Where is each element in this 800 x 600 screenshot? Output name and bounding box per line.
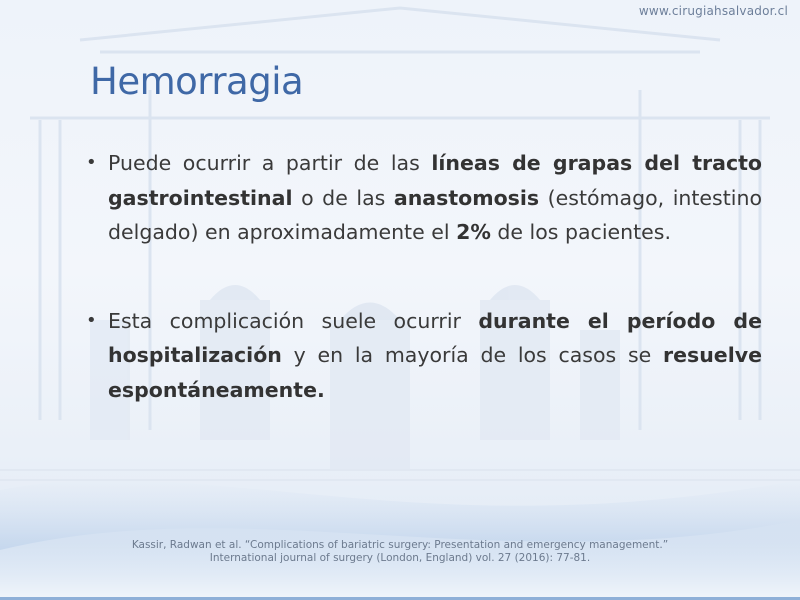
text-run: de los pacientes. [490, 220, 671, 244]
bullet-item [86, 304, 762, 408]
bullet-text [108, 309, 762, 402]
text-run-bold: 2% [456, 220, 491, 244]
text-run: Puede ocurrir a partir de las [108, 151, 432, 175]
text-run-bold: resuelve espontáneamente. [108, 343, 762, 402]
text-run: (estómago, intestino delgado) en aproximadamente el [108, 185, 762, 244]
text-run: Esta complicación suele ocurrir [108, 308, 479, 333]
text-run-bold: líneas de grapas del tracto gastrointestinal [108, 151, 762, 210]
website-url: www.cirugiahsalvador.cl [638, 4, 788, 18]
bullet-dot-icon: • [86, 309, 97, 331]
citation-line: International journal of surgery (London, England) vol. 27 (2016): 77-81. [209, 551, 591, 564]
bottom-wave-decoration [0, 430, 800, 600]
bullet-item [86, 146, 762, 250]
bullet-list [86, 146, 762, 407]
citation [100, 539, 700, 564]
text-run-bold: durante el período de hospitalización [108, 308, 762, 367]
slide-title: Hemorragia [90, 60, 304, 103]
text-run-bold: anastomosis [393, 185, 540, 210]
bullet-text [108, 151, 762, 244]
text-run: o de las [292, 185, 394, 210]
text-run: y en la mayoría de los casos se [281, 343, 663, 367]
citation-line: Kassir, Radwan et al. “Complications of bariatric surgery: Presentation and emergency management.” [131, 539, 669, 551]
bullet-dot-icon: • [86, 152, 97, 173]
